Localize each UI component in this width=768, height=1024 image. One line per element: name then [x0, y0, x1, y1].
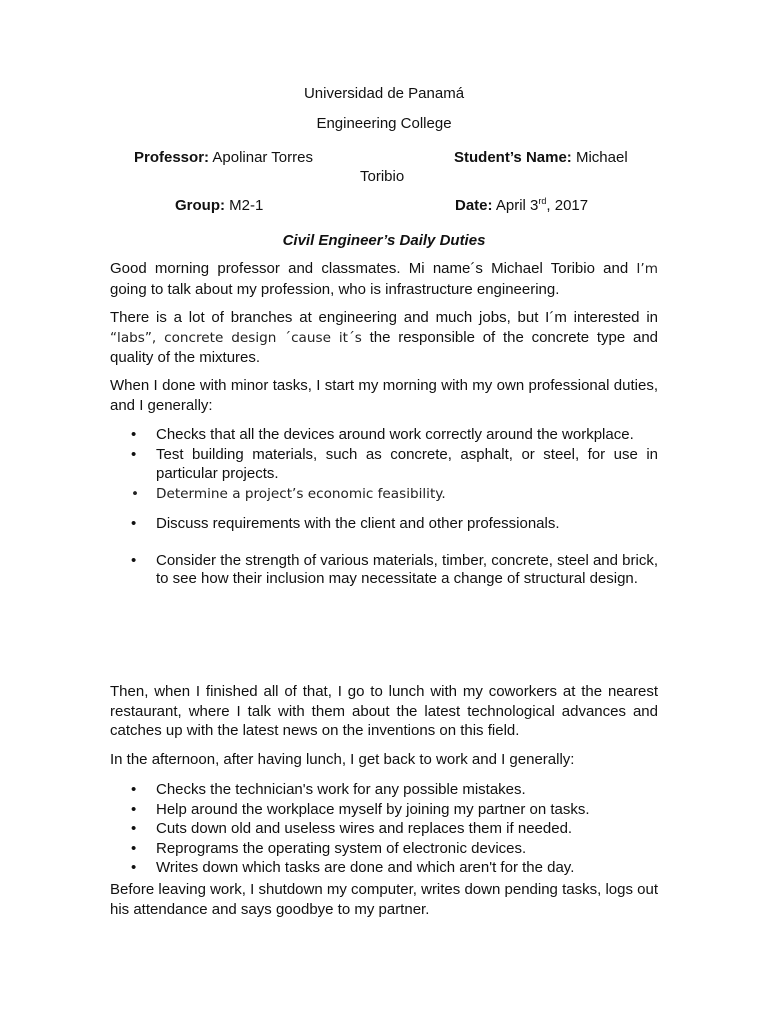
afternoon-intro-paragraph: In the afternoon, after having lunch, I get back to work and I generally: [110, 751, 575, 768]
interests-paragraph [110, 308, 658, 368]
interests-text-alt: “labs”, concrete design ´cause it´s [110, 329, 362, 346]
interests-text-rest: the responsible of the concrete type and quality of the mixtures. [110, 328, 658, 366]
list-item: • Reprograms the operating system of electronic devices. [110, 839, 658, 859]
intro-text-rest: going to talk about my profession, who is infrastructure engineering. [110, 280, 560, 298]
student-label: Student’s Name: [454, 149, 572, 166]
date-prefix: April 3 [495, 197, 539, 214]
student-name-last: Toribio [360, 168, 405, 185]
morning-duties-list [110, 425, 658, 589]
professor-label: Professor: [134, 149, 210, 166]
list-item: • Consider the strength of various materials, timber, concrete, steel and brick, to see how their inclusion may necessitate a change of structural design. [110, 552, 658, 589]
list-item: • Checks that all the devices around work correctly around the workplace. [110, 425, 658, 445]
student-name-first: Michael [575, 149, 628, 166]
college-name: Engineering College [316, 115, 452, 132]
group-line [175, 197, 263, 214]
professor-line [134, 149, 313, 166]
intro-text: Good morning professor and classmates. Mi name´s Michael Toribio and [110, 260, 629, 277]
date-line [455, 197, 588, 214]
list-item: • Cuts down old and useless wires and replaces them if needed. [110, 819, 658, 839]
date-label: Date: [455, 197, 493, 214]
date-suffix: , 2017 [546, 197, 589, 214]
university-name: Universidad de Panamá [303, 85, 465, 102]
afternoon-duties-list [110, 780, 658, 878]
lunch-paragraph: Then, when I finished all of that, I go to lunch with my coworkers at the nearest restaurant, where I talk with them about the latest technological advances and catches up with the latest news on the inventions on this field. [110, 683, 658, 739]
list-item: • Test building materials, such as concrete, asphalt, or steel, for use in particular projects. [110, 445, 658, 484]
group-value: M2-1 [229, 197, 264, 214]
professor-name: Apolinar Torres [212, 149, 313, 166]
intro-text-alt: I’m [636, 261, 658, 277]
list-item: • Writes down which tasks are done and which aren't for the day. [110, 858, 658, 878]
interests-text: There is a lot of branches at engineering and much jobs, but I´m interested in [110, 309, 658, 326]
student-line [454, 149, 628, 166]
list-item: • Discuss requirements with the client and other professionals. [110, 514, 658, 534]
list-item: • Checks the technician's work for any possible mistakes. [110, 780, 658, 800]
morning-intro-paragraph: When I done with minor tasks, I start my morning with my own professional duties, and I generally: [110, 377, 658, 414]
list-item: • Determine a project’s economic feasibility. [110, 485, 658, 505]
date-sup: rd [538, 196, 547, 206]
closing-paragraph: Before leaving work, I shutdown my computer, writes down pending tasks, logs out his attendance and says goodbye to my partner. [110, 881, 658, 918]
intro-paragraph [110, 259, 658, 299]
list-item: • Help around the workplace myself by joining my partner on tasks. [110, 800, 658, 820]
document-title: Civil Engineer’s Daily Duties [282, 232, 486, 249]
group-label: Group: [175, 197, 225, 214]
